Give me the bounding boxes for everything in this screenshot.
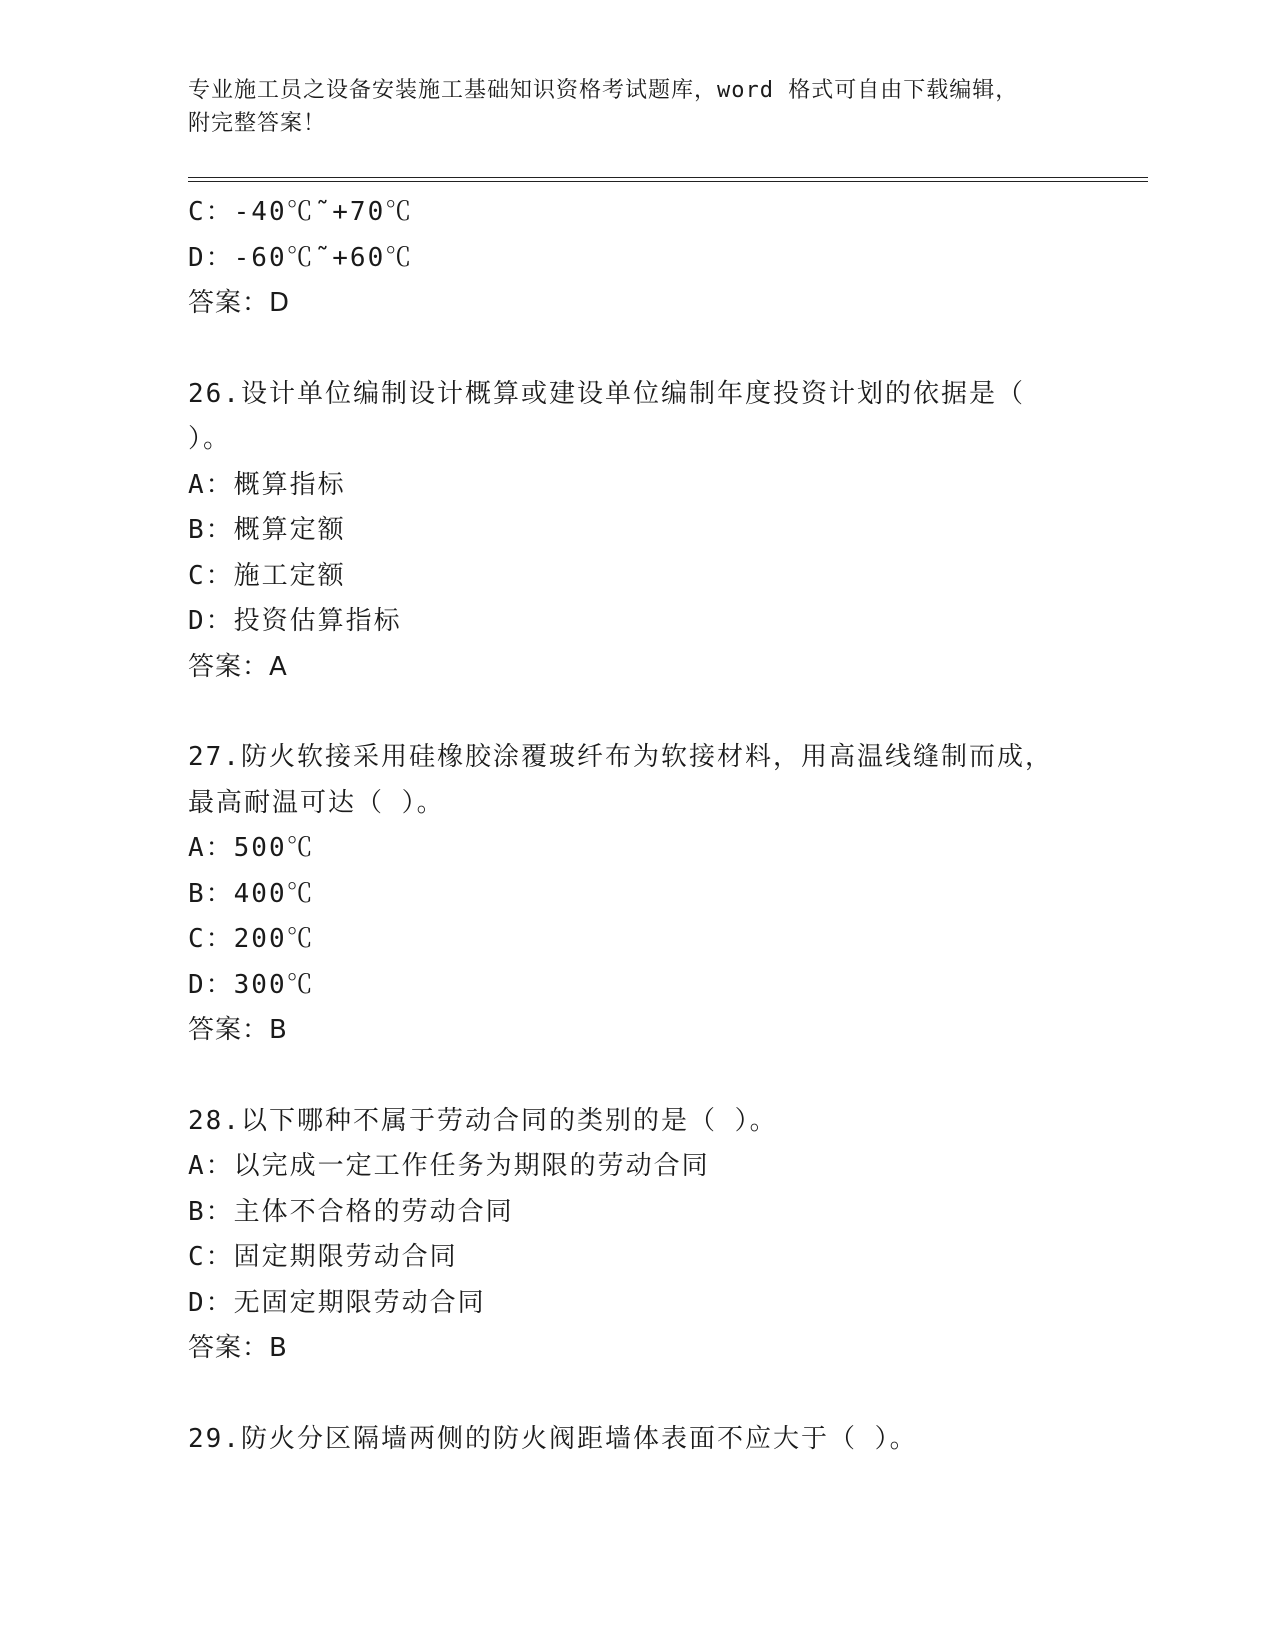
header-divider	[188, 177, 1148, 182]
option-line: C：固定期限劳动合同	[188, 1242, 458, 1272]
option-line: B：主体不合格的劳动合同	[188, 1196, 514, 1227]
option-line: D：投资估算指标	[188, 606, 402, 636]
document-header	[188, 74, 1088, 140]
prev-question-tail	[188, 190, 1088, 327]
answer-line: 答案：B	[188, 1015, 288, 1045]
option-line: B：400℃	[188, 878, 315, 909]
header-line-1: 专业施工员之设备安装施工基础知识资格考试题库，word 格式可自由下载编辑，	[188, 78, 1019, 103]
option-line: D：-60℃˜+60℃	[188, 242, 414, 273]
option-line: C：施工定额	[188, 560, 346, 591]
question-29	[188, 1417, 1088, 1463]
question-list	[188, 190, 1088, 1462]
header-line-2: 附完整答案！	[188, 111, 327, 136]
option-line: C：-40℃˜+70℃	[188, 197, 414, 227]
answer-line: 答案：D	[188, 288, 291, 318]
question-stem: ）。	[188, 424, 232, 454]
question-stem: 29.防火分区隔墙两侧的防火阀距墙体表面不应大于（ ）。	[188, 1423, 918, 1454]
question-26	[188, 372, 1088, 691]
answer-line: 答案：A	[188, 651, 288, 682]
option-line: A：概算指标	[188, 469, 346, 500]
question-stem: 27.防火软接采用硅橡胶涂覆玻纤布为软接材料，用高温线缝制而成，	[188, 742, 1053, 772]
option-line: C：200℃	[188, 924, 315, 954]
question-stem: 28.以下哪种不属于劳动合同的类别的是（ ）。	[188, 1105, 778, 1136]
option-line: D：300℃	[188, 969, 315, 1000]
spacer	[188, 327, 1088, 372]
question-stem: 最高耐温可达（ ）。	[188, 787, 445, 818]
question-28	[188, 1099, 1088, 1372]
option-line: D：无固定期限劳动合同	[188, 1287, 486, 1318]
answer-line: 答案：B	[188, 1333, 288, 1363]
spacer	[188, 690, 1088, 735]
spacer	[188, 1054, 1088, 1099]
question-27	[188, 735, 1088, 1054]
option-line: A：500℃	[188, 833, 315, 863]
option-line: B：概算定额	[188, 515, 346, 545]
spacer	[188, 1372, 1088, 1417]
question-stem: 26.设计单位编制设计概算或建设单位编制年度投资计划的依据是（	[188, 378, 1025, 409]
option-line: A：以完成一定工作任务为期限的劳动合同	[188, 1151, 710, 1181]
